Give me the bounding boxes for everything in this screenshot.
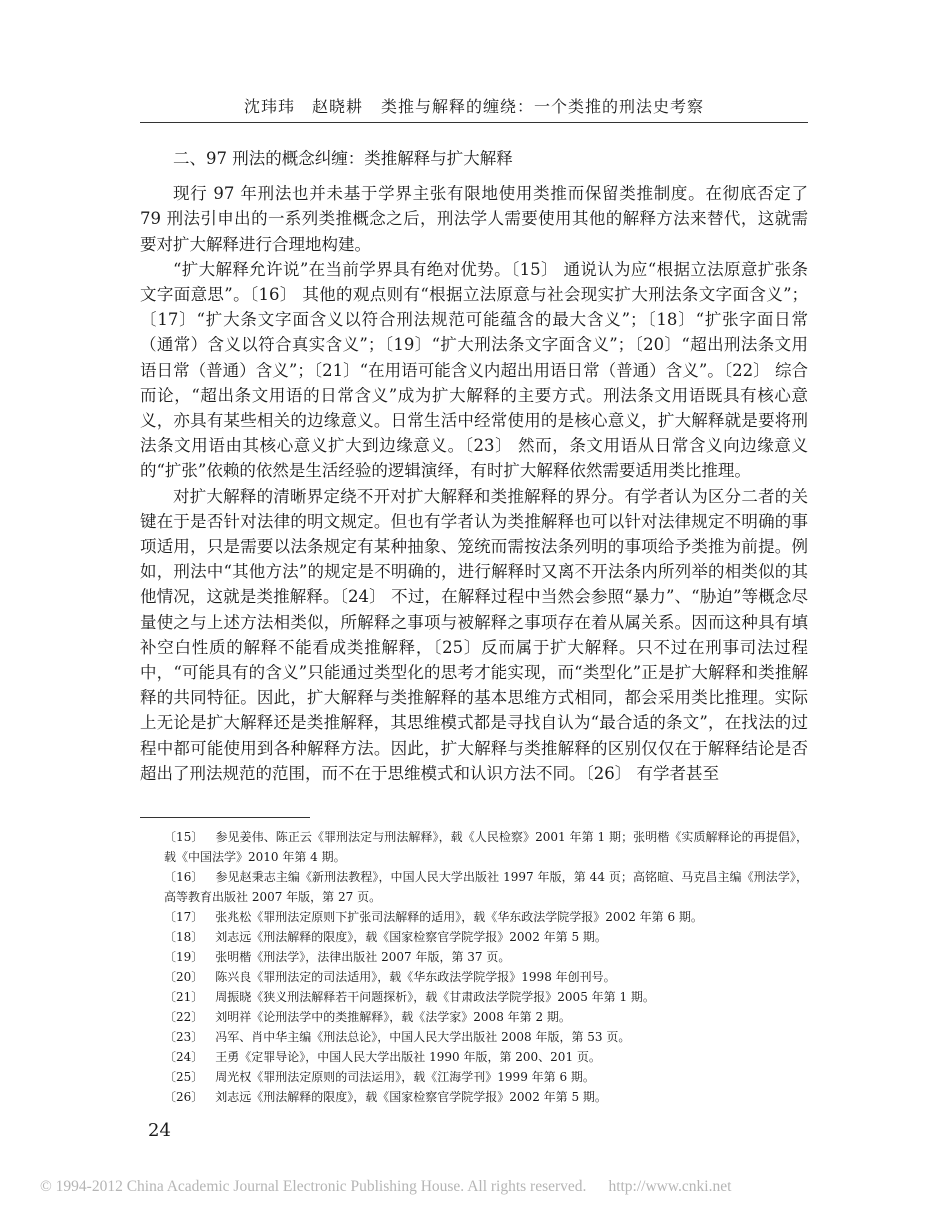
paragraph-3: 对扩大解释的清晰界定绕不开对扩大解释和类推解释的界分。有学者认为区分二者的关键在于是否针对法律的明文规定。但也有学者认为类推解释也可以针对法律规定不明确的事项适用，只是需要以法条规定有某种抽象、笼统而需按法条列明的事项给予类推为前提。例如，刑法中“其他方法”的规定是不明确的，进行解释时又离不开法条内所列举的相类似的其他情况，这就是类推解释。〔24〕 不过，在解释过程中当然会参照“暴力”、“胁迫”等概念尽量使之与上述方法相类似，所解释之事项与被解释之事项存在着从属关系。因而这种具有填补空白性质的解释不能看成类推解释，〔25〕反而属于扩大解释。只不过在刑事司法过程中，“可能具有的含义”只能通过类型化的思考才能实现，而“类型化”正是扩大解释和类推解释的共同特征。因此，扩大解释与类推解释的基本思维方式相同，都会采用类比推理。实际上无论是扩大解释还是类推解释，其思维模式都是寻找自认为“最合适的条文”，在找法的过程中都可能使用到各种解释方法。因此，扩大解释与类推解释的区别仅仅在于解释结论是否超出了刑法规范的范围，而不在于思维模式和认识方法不同。〔26〕 有学者甚至 — [140, 486, 808, 783]
footnote-text: 刘志远《刑法解释的限度》，载《国家检察官学院学报》2002 年第 5 期。 — [215, 1090, 607, 1104]
footnote-mark: 〔16〕 — [164, 870, 204, 884]
header-rule — [140, 122, 808, 123]
header-authors: 沈玮玮 赵晓耕 — [243, 97, 363, 116]
footnote-mark: 〔18〕 — [164, 930, 204, 944]
footnote-text: 参见姜伟、陈正云《罪刑法定与刑法解释》，载《人民检察》2001 年第 1 期；张明楷《实质解释论的再提倡》，载《中国法学》2010 年第 4 期。 — [164, 830, 808, 864]
section-heading: 二、97 刑法的概念纠缠：类推解释与扩大解释 — [173, 149, 513, 168]
footnote-21 — [140, 987, 808, 1007]
copyright-text: © 1994-2012 China Academic Journal Electronic Publishing House. All rights reserved. — [40, 1178, 587, 1195]
footnote-text: 冯军、肖中华主编《刑法总论》，中国人民大学出版社 2008 年版，第 53 页。 — [215, 1030, 631, 1044]
footnote-text: 刘明祥《论刑法学中的类推解释》，载《法学家》2008 年第 2 期。 — [215, 1010, 571, 1024]
footnote-mark: 〔15〕 — [164, 830, 204, 844]
footnote-15 — [140, 827, 808, 867]
footnote-mark: 〔22〕 — [164, 1010, 204, 1024]
footnote-text: 参见赵秉志主编《新刑法教程》，中国人民大学出版社 1997 年版，第 44 页；高铭暄、马克昌主编《刑法学》，高等教育出版社 2007 年版，第 27 页。 — [164, 870, 808, 904]
site-url: http://www.cnki.net — [608, 1178, 732, 1195]
page-number: 24 — [148, 1120, 171, 1141]
footnote-text: 王勇《定罪导论》，中国人民大学出版社 1990 年版，第 200、201 页。 — [215, 1050, 601, 1064]
footnote-mark: 〔20〕 — [164, 970, 204, 984]
footnote-rule — [140, 817, 310, 818]
footnote-18 — [140, 927, 808, 947]
footnote-25 — [140, 1067, 808, 1087]
footnote-mark: 〔19〕 — [164, 950, 204, 964]
footnote-17 — [140, 907, 808, 927]
footnote-text: 周振晓《狭义刑法解释若干问题探析》，载《甘肃政法学院学报》2005 年第 1 期。 — [215, 990, 655, 1004]
footnote-text: 张明楷《刑法学》，法律出版社 2007 年版，第 37 页。 — [215, 950, 511, 964]
running-header — [140, 94, 808, 117]
header-article-title: 类推与解释的缠绕：一个类推的刑法史考察 — [381, 97, 705, 116]
footnote-text: 周光权《罪刑法定原则的司法运用》，载《江海学刊》1999 年第 6 期。 — [215, 1070, 595, 1084]
footnote-mark: 〔26〕 — [164, 1090, 204, 1104]
footnote-text: 张兆松《罪刑法定原则下扩张司法解释的适用》，载《华东政法学院学报》2002 年第 6 期。 — [215, 910, 703, 924]
footnote-20 — [140, 967, 808, 987]
footnote-text: 陈兴良《罪刑法定的司法适用》，载《华东政法学院学报》1998 年创刊号。 — [215, 970, 616, 984]
footnote-19 — [140, 947, 808, 967]
footnote-26 — [140, 1087, 808, 1107]
paragraph-2: “扩大解释允许说”在当前学界具有绝对优势。〔15〕 通说认为应“根据立法原意扩张条文字面意思”。〔16〕 其他的观点则有“根据立法原意与社会现实扩大刑法条文字面含义”；〔17〕“扩大条文字面含义以符合刑法规范可能蕴含的最大含义”；〔18〕“扩张字面日常（通常）含义以符合真实含义”；〔19〕“扩大刑法条文字面含义”；〔20〕“超出刑法条文用语日常（普通）含义”；〔21〕“在用语可能含义内超出用语日常（普通）含义”。〔22〕 综合而论，“超出条文用语的日常含义”成为扩大解释的主要方式。刑法条文用语既具有核心意义，亦具有某些相关的边缘意义。日常生活中经常使用的是核心意义，扩大解释就是要将刑法条文用语由其核心意义扩大到边缘意义。〔23〕 然而，条文用语从日常含义向边缘意义的“扩张”依赖的依然是生活经验的逻辑演绎，有时扩大解释依然需要适用类比推理。 — [140, 259, 808, 481]
footnote-23 — [140, 1027, 808, 1047]
footnote-mark: 〔24〕 — [164, 1050, 204, 1064]
footnote-16 — [140, 867, 808, 907]
body-text — [140, 146, 808, 786]
footnote-mark: 〔25〕 — [164, 1070, 204, 1084]
footnote-mark: 〔21〕 — [164, 990, 204, 1004]
footnote-24 — [140, 1047, 808, 1067]
footnote-22 — [140, 1007, 808, 1027]
footnotes — [140, 827, 808, 1107]
footnote-mark: 〔23〕 — [164, 1030, 204, 1044]
paragraph-1: 现行 97 年刑法也并未基于学界主张有限地使用类推而保留类推制度。在彻底否定了 79 刑法引申出的一系列类推概念之后，刑法学人需要使用其他的解释方法来替代，这就需要对扩大解释进行合理地构建。 — [140, 184, 808, 254]
footnote-text: 刘志远《刑法解释的限度》，载《国家检察官学院学报》2002 年第 5 期。 — [215, 930, 607, 944]
copyright-footer — [40, 1178, 910, 1196]
footnote-mark: 〔17〕 — [164, 910, 204, 924]
